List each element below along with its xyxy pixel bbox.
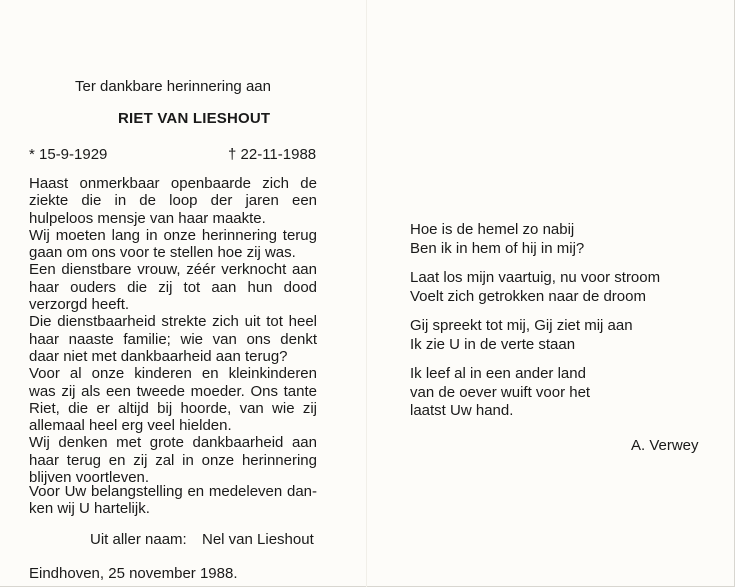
poem-line: van de oever wuift voor het [410,383,591,401]
signed-label: Uit aller naam: [90,531,187,548]
birth-date: * 15-9-1929 [29,146,108,163]
poem-line: Ben ik in hem of hij in mij? [410,239,585,257]
biography [29,175,317,486]
poem-author: A. Verwey [631,437,699,454]
poem-line: Hoe is de hemel zo nabij [410,221,575,238]
bio-paragraph: Een dienstbare vrouw, zéér verknocht aan haar ouders die zij tot aan hun dood verzorgd heeft. [29,261,317,314]
place-date: Eindhoven, 25 november 1988. [29,565,238,582]
bio-paragraph: Wij moeten lang in onze herinnering terug gaan om ons voor te stellen hoe zij was. [29,226,317,262]
bio-paragraph: Haast onmerkbaar openbaarde zich de ziekte die in de loop der jaren een hulpeloos mensje van haar maakte. [29,175,317,227]
bio-paragraph: Voor al onze kinderen en kleinkinderen was zij als een tweede moeder. Ons tante Riet, die er altijd bij hoorde, van wie zij allemaal heel erg veel hielden. [29,365,317,435]
poem-line: Gij spreekt tot mij, Gij ziet mij aan [410,317,633,334]
poem-stanza [410,269,660,306]
poem-line: Ik leef al in een ander land [410,365,586,382]
poem [410,221,660,432]
card-fold [366,0,367,587]
bio-paragraph: Wij denken met grote dankbaarheid aan haar terug en zij zal in onze herinnering blijven voortleven. [29,434,317,487]
poem-line: Ik zie U in de verte staan [410,335,576,353]
poem-stanza [410,365,660,421]
deceased-name: RIET VAN LIESHOUT [118,110,271,127]
intro-text: Ter dankbare herinnering aan [75,78,271,95]
thanks-text: Voor Uw belangstelling en medeleven dan-ken wij U hartelijk. [29,483,317,518]
poem-line: Voelt zich getrokken naar de droom [410,287,646,305]
poem-stanza [410,221,660,258]
poem-line: Laat los mijn vaartuig, nu voor stroom [410,269,661,286]
bio-paragraph: Die dienstbaarheid strekte zich uit tot heel haar naaste familie; wie van ons denkt daar niet met dankbaarheid aan terug? [29,313,317,365]
poem-stanza [410,317,660,354]
poem-line: laatst Uw hand. [410,402,514,419]
signed-name: Nel van Lieshout [202,531,314,548]
death-date: † 22-11-1988 [228,146,317,163]
